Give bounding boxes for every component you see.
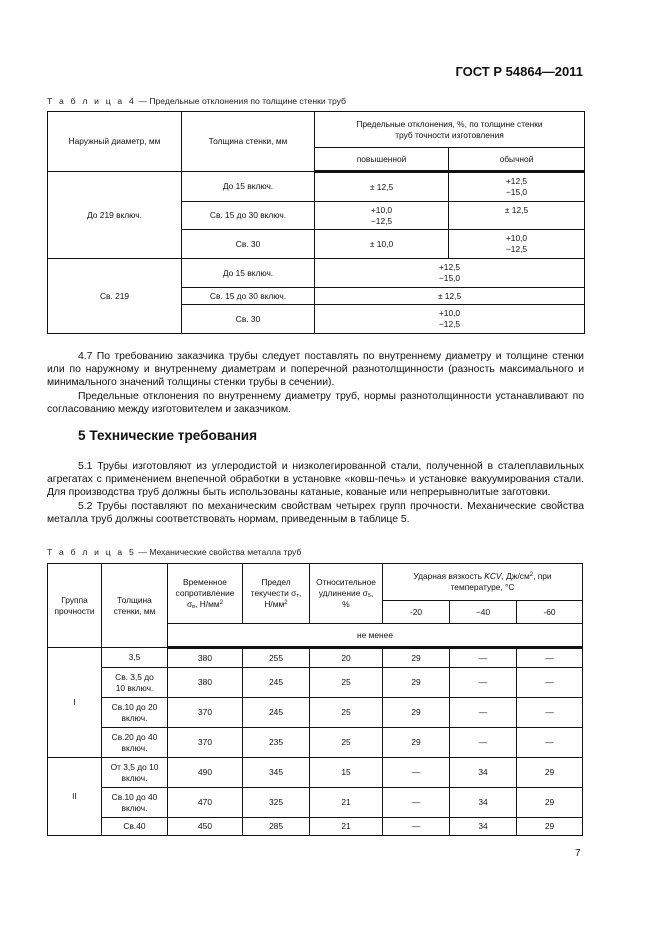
t5-elong-cell: 21 — [310, 818, 383, 836]
t5-header-min-note: не менее — [168, 624, 583, 648]
table4-caption-text: — Предельные отклонения по толщине стенки труб — [135, 96, 346, 106]
label-text: текучести σ — [250, 588, 297, 598]
label-line: % — [342, 599, 350, 609]
t5-kcv-40-cell: 34 — [450, 788, 517, 818]
t5-yield-cell: 325 — [243, 788, 310, 818]
t4-diameter-cell: До 219 включ. — [48, 172, 182, 259]
value-minus: −12,5 — [505, 244, 528, 254]
t4-thickness-cell: Св. 15 до 30 включ. — [182, 288, 315, 305]
subscript: 5 — [367, 593, 371, 599]
t4-ordinary-cell: ± 12,5 — [449, 202, 585, 230]
value-minus: −12,5 — [370, 215, 393, 226]
t5-thickness-cell: Св. 3,5 до 10 включ. — [102, 668, 168, 698]
table-row — [48, 172, 585, 202]
t5-tensile-cell: 370 — [168, 728, 243, 758]
t5-kcv-40-cell: — — [450, 648, 517, 668]
t5-yield-cell: 255 — [243, 648, 310, 668]
label-line: Относительное — [316, 577, 376, 587]
paragraph-4-7: 4.7 По требованию заказчика трубы следует поставлять по внутреннему диаметру и толщине стенки или по наружному и внутреннему диаметрам и поперечной разнотолщинности (разность максимального и минимального значений толщины стенки трубы в сечении). — [47, 351, 584, 389]
table-row — [48, 259, 585, 288]
value-minus: −15,0 — [505, 187, 528, 197]
table5-caption-text: — Механические свойства металла труб — [135, 547, 302, 557]
value-plus: +10,0 — [370, 204, 393, 215]
t5-header-impact — [383, 564, 583, 601]
t4-ordinary-cell — [449, 230, 585, 259]
t5-thickness-cell: Св.40 — [102, 818, 168, 836]
t5-yield-cell: 245 — [243, 668, 310, 698]
label-line — [245, 599, 307, 610]
t5-thickness-cell: Св.20 до 40 включ. — [102, 728, 168, 758]
t4-merged-cell: ± 12,5 — [315, 288, 585, 305]
unit: Н/мм — [264, 599, 285, 609]
t5-thickness-cell: От 3,5 до 10 включ. — [102, 758, 168, 788]
t4-merged-cell — [315, 259, 585, 288]
superscript: 2 — [529, 572, 534, 578]
t5-kcv-60-cell: — — [517, 668, 583, 698]
table-row — [48, 758, 583, 788]
t5-tensile-cell: 450 — [168, 818, 243, 836]
section-5-body — [47, 460, 584, 526]
t5-tensile-cell: 490 — [168, 758, 243, 788]
t5-kcv-40-cell: — — [450, 668, 517, 698]
table-row — [48, 788, 583, 818]
value-plus: +12,5 — [505, 176, 528, 186]
label-text: Ударная вязкость — [413, 571, 485, 581]
t5-kcv-40-cell: 34 — [450, 758, 517, 788]
t5-thickness-cell: 3,5 — [102, 648, 168, 668]
unit: , Дж/см — [501, 571, 530, 581]
table-row — [48, 648, 583, 668]
label-line: Предел — [261, 577, 291, 587]
page-number: 7 — [575, 848, 581, 859]
t5-yield-cell: 245 — [243, 698, 310, 728]
t5-tensile-cell: 380 — [168, 648, 243, 668]
table5-caption — [47, 547, 301, 557]
t4-thickness-cell: Св. 30 — [182, 230, 315, 259]
t5-elong-cell: 25 — [310, 668, 383, 698]
t5-header-tensile — [168, 564, 243, 624]
t5-thickness-cell: Св.10 до 40 включ. — [102, 788, 168, 818]
t5-yield-cell: 345 — [243, 758, 310, 788]
t5-kcv-40-cell: — — [450, 698, 517, 728]
t5-header-yield — [243, 564, 310, 624]
t4-thickness-cell: Св. 30 — [182, 305, 315, 334]
unit: , Н/мм — [195, 599, 220, 609]
t5-header-elongation — [310, 564, 383, 624]
t4-header-increased: повышенной — [315, 148, 449, 172]
t4-thickness-cell: До 15 включ. — [182, 172, 315, 202]
t5-kcv-40-cell: 34 — [450, 818, 517, 836]
t5-elong-cell: 20 — [310, 648, 383, 668]
t5-kcv-20-cell: — — [383, 788, 450, 818]
table-row — [48, 698, 583, 728]
value-plus: +12,5 — [438, 262, 461, 272]
t5-header-temp-20: -20 — [383, 601, 450, 624]
t4-increased-cell: ± 12,5 — [315, 172, 449, 202]
label-line: сопротивление — [175, 588, 235, 598]
t4-header-ordinary: обычной — [449, 148, 585, 172]
t5-elong-cell: 25 — [310, 698, 383, 728]
table5-caption-prefix: Т а б л и ц а 5 — [47, 547, 136, 557]
label-line: удлинение $\sigma_5$, — [318, 588, 374, 599]
t4-increased-cell — [315, 202, 449, 230]
t4-diameter-cell: Св. 219 — [48, 259, 182, 334]
t5-tensile-cell: 470 — [168, 788, 243, 818]
subscript: в — [192, 604, 196, 610]
label-line: Временное — [183, 577, 227, 587]
t4-thickness-cell: Св. 15 до 30 включ. — [182, 202, 315, 230]
t5-kcv-60-cell: — — [517, 648, 583, 668]
t5-kcv-20-cell: — — [383, 758, 450, 788]
value-plus: +10,0 — [438, 308, 461, 318]
t5-tensile-cell: 370 — [168, 698, 243, 728]
t4-header-outer-diameter: Наружный диаметр, мм — [48, 112, 182, 172]
label-text: , при температуре, °С — [450, 571, 552, 592]
value-minus: −12,5 — [438, 319, 461, 329]
t5-elong-cell: 15 — [310, 758, 383, 788]
value-plus: +10,0 — [505, 233, 528, 243]
superscript: 2 — [284, 600, 288, 606]
t5-yield-cell: 235 — [243, 728, 310, 758]
t4-thickness-cell: До 15 включ. — [182, 259, 315, 288]
label-line: текучести $\sigma_т$, — [250, 588, 302, 599]
section-4-7 — [47, 350, 584, 416]
t5-header-group: Группа прочности — [48, 564, 102, 648]
t5-kcv-20-cell: 29 — [383, 728, 450, 758]
t5-kcv-60-cell: 29 — [517, 818, 583, 836]
subscript: т — [296, 593, 299, 599]
paragraph-4-7b: Предельные отклонения по внутреннему диаметру труб, нормы разнотолщинности устанавливают по согласованию между изготовителем и заказчиком. — [47, 390, 584, 415]
table-row — [48, 668, 583, 698]
paragraph-5-1: 5.1 Трубы изготовляют из углеродистой и низколегированной стали, полученной в сталеплавильных агрегатах с применением внепечной обработки в установке «ковш-печь» и установке вакуумирования стали. Для производства труб должны быть использованы катаные, кованые или непрерывнолитые заготовки. — [47, 461, 584, 499]
superscript: 2 — [219, 600, 223, 606]
paragraph-5-2: 5.2 Трубы поставляют по механическим свойствам четырех групп прочности. Механические свойства металла труб должны соответствовать нормам, приведенным в таблице 5. — [47, 500, 584, 525]
t5-kcv-20-cell: 29 — [383, 648, 450, 668]
t4-ordinary-cell — [449, 172, 585, 202]
section-5-title: 5 Технические требования — [78, 428, 258, 443]
table4-caption-prefix: Т а б л и ц а 4 — [47, 96, 136, 106]
t5-kcv-20-cell: — — [383, 818, 450, 836]
t5-header-temp-40: −40 — [450, 601, 517, 624]
table-row — [48, 818, 583, 836]
t5-kcv-60-cell: 29 — [517, 788, 583, 818]
t5-kcv-20-cell: 29 — [383, 668, 450, 698]
table4 — [47, 111, 585, 334]
kcv-symbol: KCV — [484, 571, 502, 581]
table4-caption — [47, 96, 346, 106]
t5-kcv-60-cell: — — [517, 698, 583, 728]
t4-merged-cell — [315, 305, 585, 334]
t5-elong-cell: 21 — [310, 788, 383, 818]
t4-increased-cell: ± 10,0 — [315, 230, 449, 259]
sigma-symbol: σ — [187, 599, 193, 609]
t5-group-cell: I — [48, 648, 102, 758]
t5-yield-cell: 285 — [243, 818, 310, 836]
table-row — [48, 728, 583, 758]
t5-kcv-20-cell: 29 — [383, 698, 450, 728]
t5-header-temp-60: -60 — [517, 601, 583, 624]
t5-thickness-cell: Св.10 до 20 включ. — [102, 698, 168, 728]
value-minus: −15,0 — [438, 273, 461, 283]
t5-kcv-60-cell: 29 — [517, 758, 583, 788]
t4-header-wall-thickness: Толщина стенки, мм — [182, 112, 315, 172]
t5-elong-cell: 25 — [310, 728, 383, 758]
t4-header-deviations: Предельные отклонения, %, по толщине стенки труб точности изготовления — [315, 112, 585, 148]
t5-header-thickness: Толщина стенки, мм — [102, 564, 168, 648]
table5 — [47, 563, 583, 836]
t5-tensile-cell: 380 — [168, 668, 243, 698]
t5-kcv-40-cell: — — [450, 728, 517, 758]
label-line — [170, 599, 240, 610]
label-text: удлинение σ — [318, 588, 368, 598]
t5-kcv-60-cell: — — [517, 728, 583, 758]
document-code: ГОСТ Р 54864—2011 — [455, 64, 583, 79]
t5-group-cell: II — [48, 758, 102, 836]
